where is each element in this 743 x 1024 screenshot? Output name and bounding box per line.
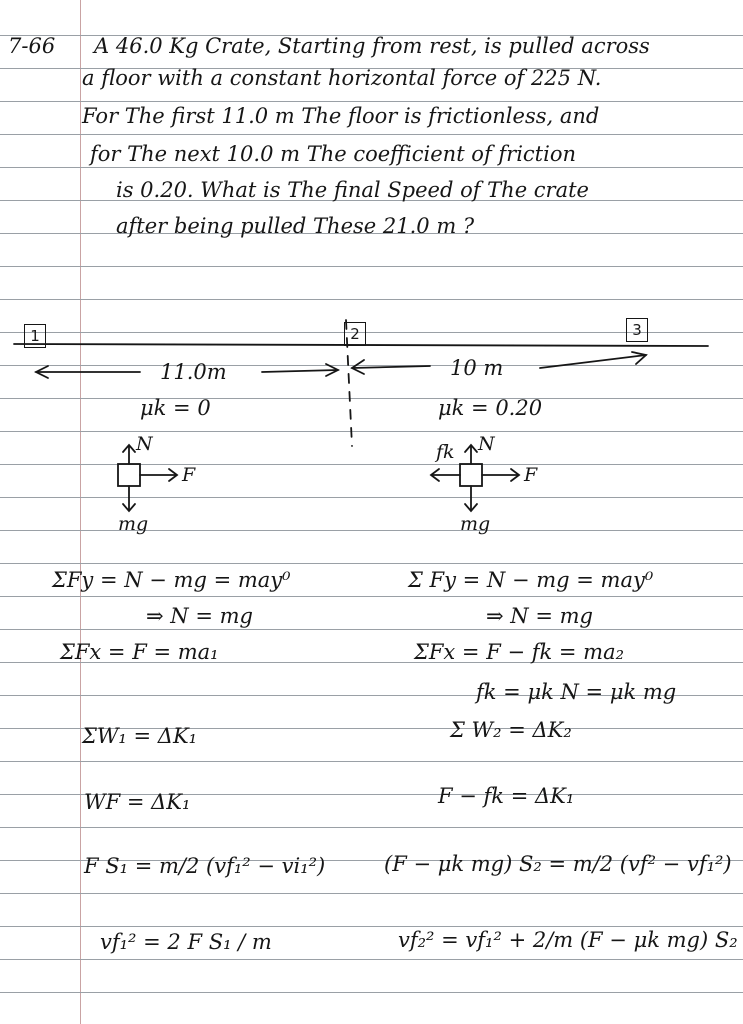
fbd2-n-label: N bbox=[478, 433, 495, 455]
right-eq-8: vf₂² = vf₁² + 2/m (F − μk mg) S₂ bbox=[398, 928, 738, 952]
fbd1-n-label: N bbox=[136, 433, 153, 455]
right-eq-4: fk = μk N = μk mg bbox=[476, 680, 677, 704]
problem-number: 7-66 bbox=[8, 34, 56, 58]
left-eq-6: F S₁ = m/2 (vf₁² − vi₁²) bbox=[84, 854, 326, 878]
point-1-box: 1 bbox=[24, 324, 46, 348]
left-eq-5: WF = ΔK₁ bbox=[84, 790, 191, 814]
problem-line-2: a floor with a constant horizontal force of 225 N. bbox=[82, 66, 602, 90]
fbd2-block bbox=[460, 464, 482, 486]
problem-line-5: is 0.20. What is The final Speed of The crate bbox=[116, 178, 589, 202]
right-eq-2: ⇒ N = mg bbox=[486, 604, 593, 628]
right-eq-1: Σ Fy = N − mg = may⁰ bbox=[408, 568, 654, 592]
left-eq-3: ΣFx = F = ma₁ bbox=[60, 640, 219, 664]
dist2-arrow-left bbox=[352, 366, 430, 368]
fbd1-f-label: F bbox=[182, 464, 196, 486]
right-eq-3: ΣFx = F − fk = ma₂ bbox=[414, 640, 625, 664]
fbd1-mg-label: mg bbox=[118, 513, 149, 535]
right-eq-6: F − fk = ΔK₁ bbox=[438, 784, 575, 808]
dist1-label: 11.0m bbox=[160, 360, 227, 384]
point-2-box: 2 bbox=[344, 322, 366, 346]
fbd2-f-label: F bbox=[524, 464, 538, 486]
problem-line-1: A 46.0 Kg Crate, Starting from rest, is pulled across bbox=[94, 34, 650, 58]
dist1-arrow-right bbox=[262, 370, 338, 372]
left-eq-4: ΣW₁ = ΔK₁ bbox=[82, 724, 198, 748]
left-eq-7: vf₁² = 2 F S₁ / m bbox=[100, 930, 272, 954]
dist2-arrow-right bbox=[540, 355, 646, 368]
dist2-label: 10 m bbox=[450, 356, 504, 380]
problem-line-3: For The first 11.0 m The floor is frictionless, and bbox=[82, 104, 600, 128]
fbd1-block bbox=[118, 464, 140, 486]
mu2-label: μk = 0.20 bbox=[438, 396, 543, 420]
right-eq-5: Σ W₂ = ΔK₂ bbox=[450, 718, 572, 742]
left-eq-1: ΣFy = N − mg = may⁰ bbox=[52, 568, 291, 592]
fbd2-mg-label: mg bbox=[460, 513, 491, 535]
left-eq-2: ⇒ N = mg bbox=[146, 604, 253, 628]
problem-line-6: after being pulled These 21.0 m ? bbox=[116, 214, 475, 238]
problem-line-4: for The next 10.0 m The coefficient of friction bbox=[90, 142, 577, 166]
fbd2-fk-label: fk bbox=[436, 441, 455, 463]
point-3-box: 3 bbox=[626, 318, 648, 342]
right-eq-7: (F − μk mg) S₂ = m/2 (vf² − vf₁²) bbox=[384, 852, 732, 876]
mu1-label: μk = 0 bbox=[140, 396, 211, 420]
